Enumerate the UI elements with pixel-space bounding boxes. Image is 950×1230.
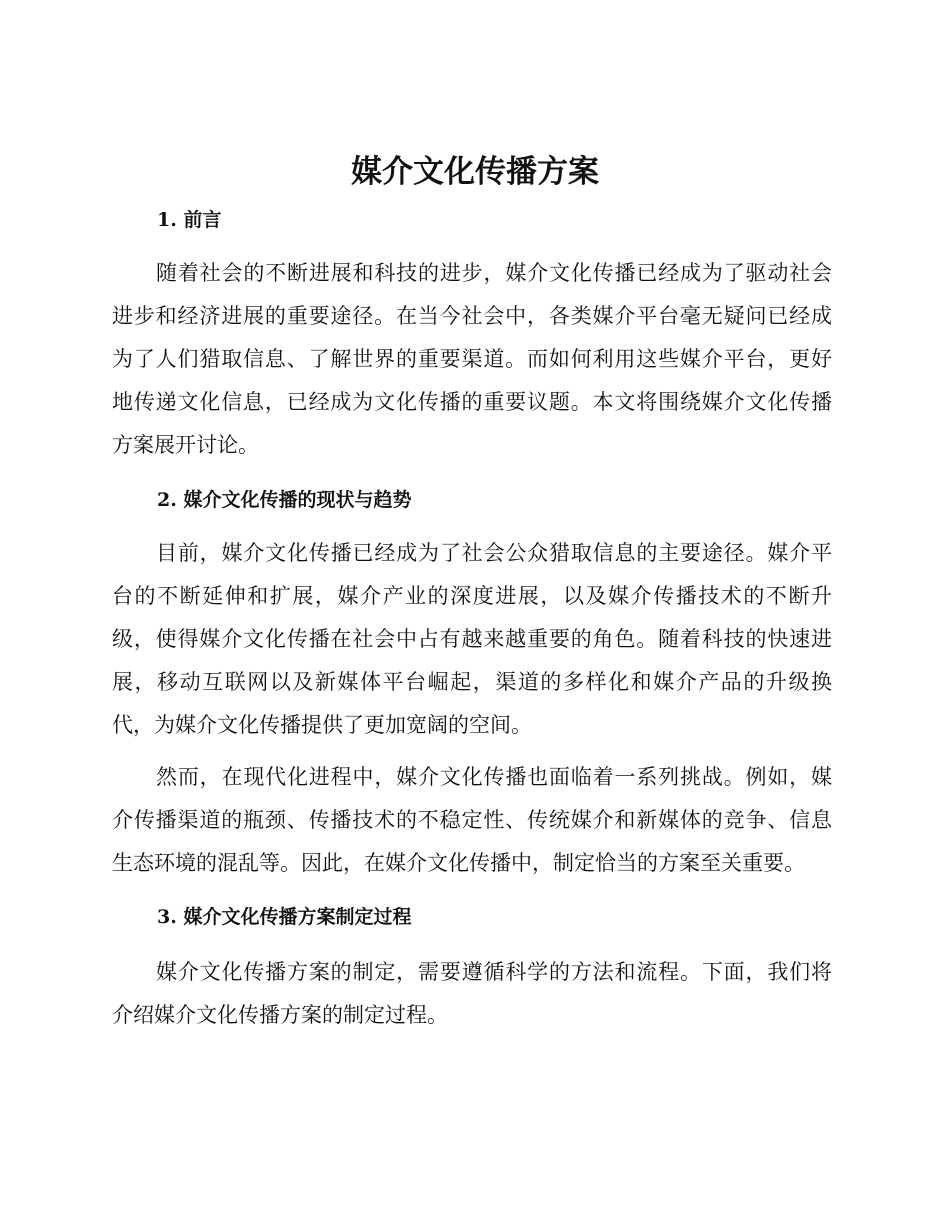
paragraph-line: 介传播渠道的瓶颈、传播技术的不稳定性、传统媒介和新媒体的竞争、信息 <box>112 808 832 832</box>
paragraph <box>112 951 832 1037</box>
paragraph-line: 台的不断延伸和扩展，媒介产业的深度进展，以及媒介传播技术的不断升 <box>112 584 832 608</box>
paragraph-line: 代，为媒介文化传播提供了更加宽阔的空间。 <box>112 713 532 737</box>
paragraph-line: 展，移动互联网以及新媒体平台崛起，渠道的多样化和媒介产品的升级换 <box>112 670 832 694</box>
paragraph-line: 然而，在现代化进程中，媒介文化传播也面临着一系列挑战。例如，媒 <box>156 765 832 789</box>
paragraph-line: 介绍媒介文化传播方案的制定过程。 <box>112 1003 448 1027</box>
paragraph-line: 地传递文化信息，已经成为文化传播的重要议题。本文将围绕媒介文化传播 <box>112 390 832 414</box>
section-heading-preface: 1. 前言 <box>157 209 222 231</box>
paragraph-line: 级，使得媒介文化传播在社会中占有越来越重要的角色。随着科技的快速进 <box>112 627 832 651</box>
paragraph-line: 目前，媒介文化传播已经成为了社会公众猎取信息的主要途径。媒介平 <box>156 541 832 565</box>
paragraph-line: 随着社会的不断进展和科技的进步，媒介文化传播已经成为了驱动社会 <box>156 261 832 285</box>
section-heading-status-trends: 2. 媒介文化传播的现状与趋势 <box>157 489 412 511</box>
section-heading-plan-process: 3. 媒介文化传播方案制定过程 <box>157 906 412 928</box>
paragraph-line: 生态环境的混乱等。因此，在媒介文化传播中，制定恰当的方案至关重要。 <box>112 851 805 875</box>
paragraph <box>112 252 832 467</box>
paragraph-line: 方案展开讨论。 <box>112 433 259 457</box>
paragraph <box>112 756 832 885</box>
paragraph-line: 为了人们猎取信息、了解世界的重要渠道。而如何利用这些媒介平台，更好 <box>112 347 832 371</box>
paragraph-line: 进步和经济进展的重要途径。在当今社会中，各类媒介平台毫无疑问已经成 <box>112 304 832 328</box>
paragraph <box>112 532 832 747</box>
paragraph-line: 媒介文化传播方案的制定，需要遵循科学的方法和流程。下面，我们将 <box>156 960 832 984</box>
document-title: 媒介文化传播方案 <box>351 154 599 190</box>
